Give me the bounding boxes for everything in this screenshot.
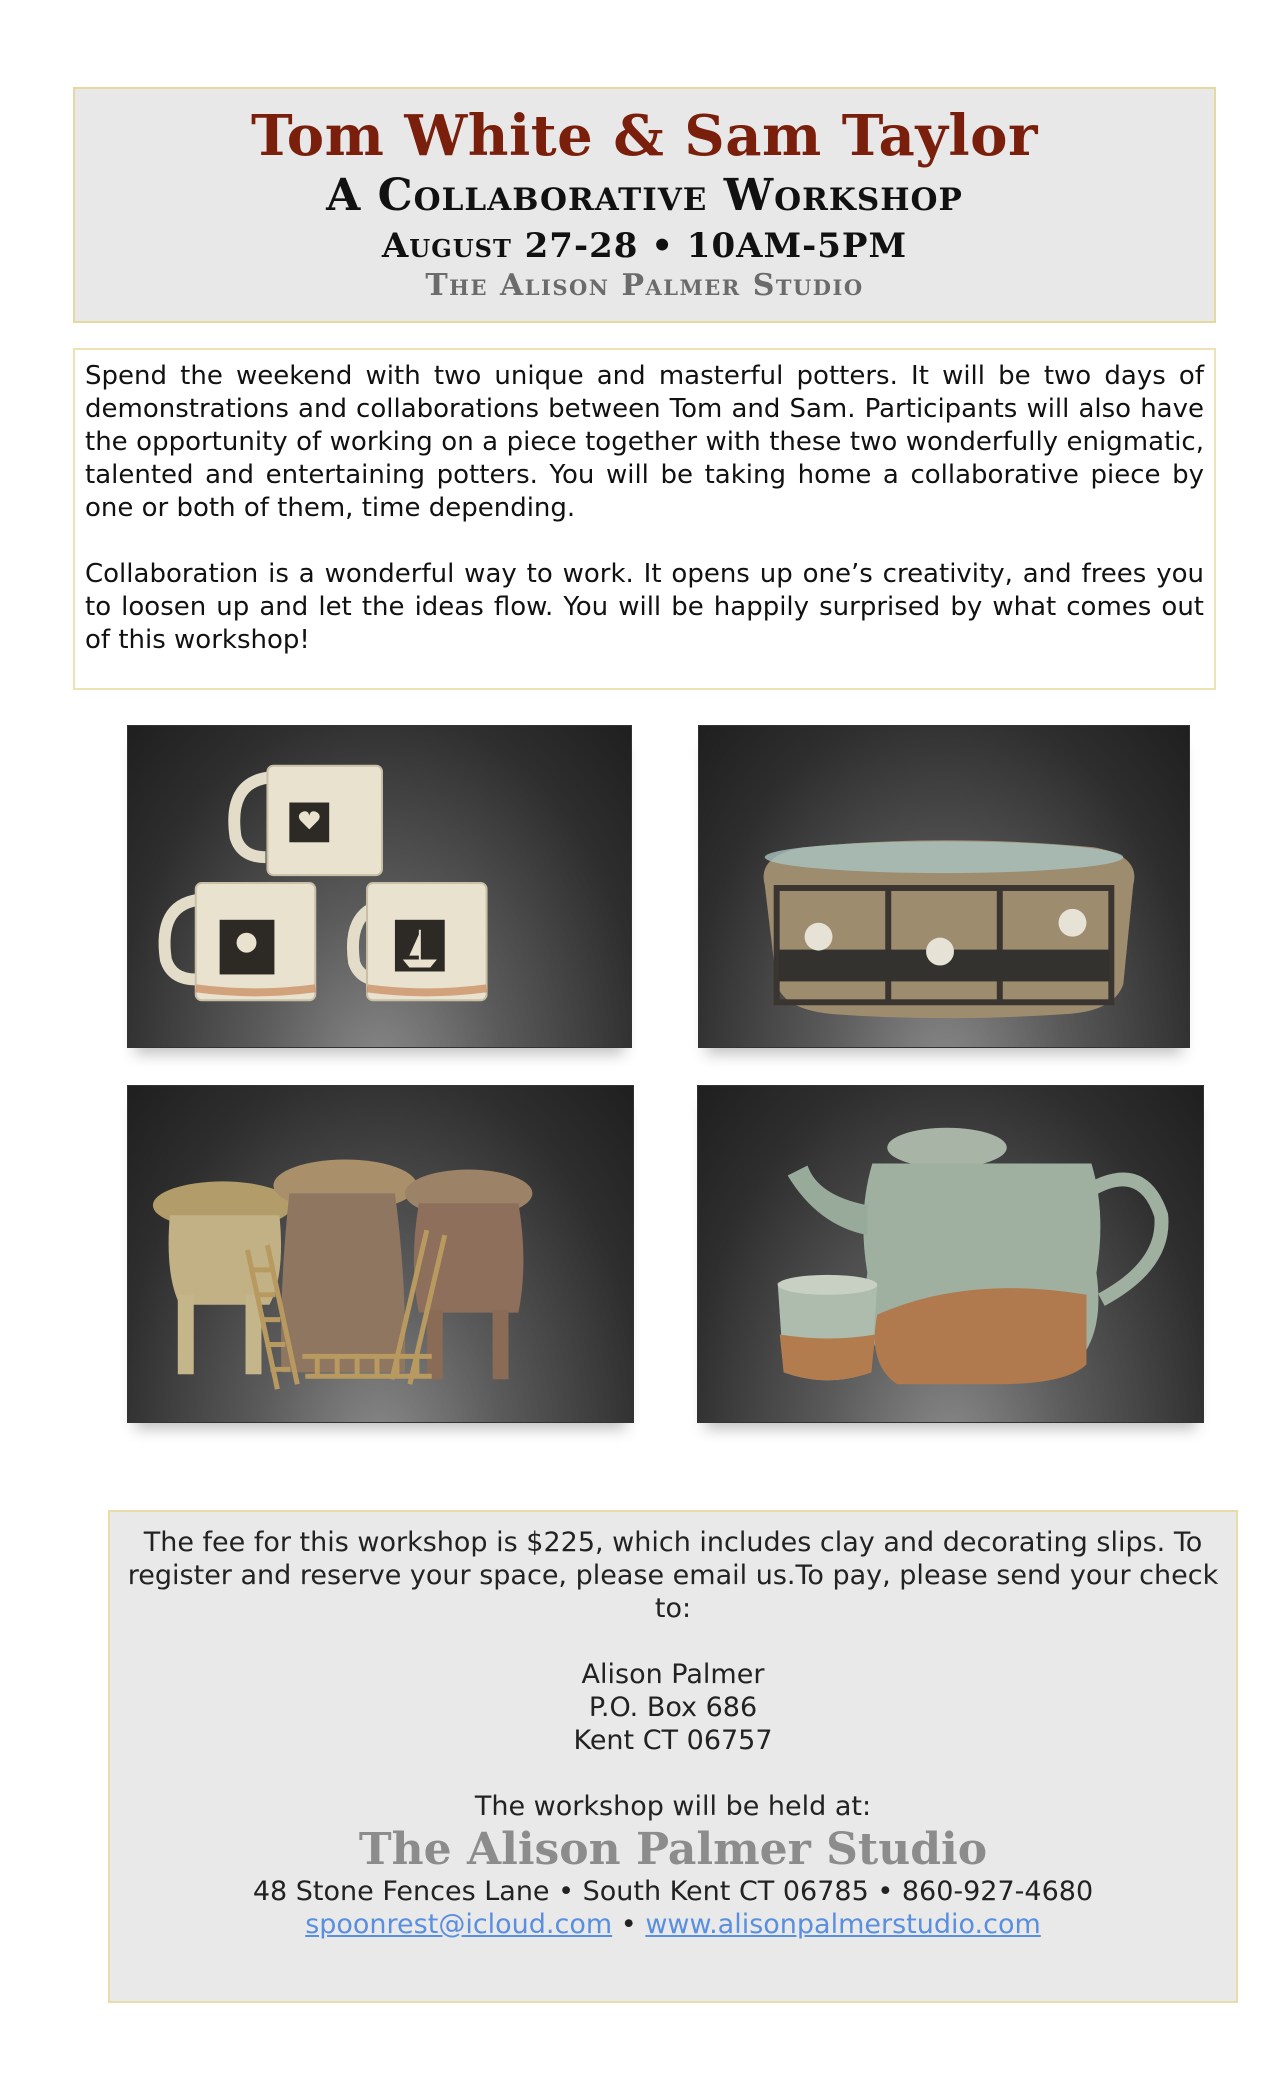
address-name: Alison Palmer (581, 1659, 765, 1690)
huts-with-ladders-photo (127, 1085, 634, 1423)
teapot-and-cup-photo (697, 1085, 1204, 1423)
fee-box (108, 1510, 1238, 2003)
description-box (73, 348, 1216, 690)
link-separator: • (620, 1909, 637, 1940)
header-box (73, 87, 1216, 323)
address-box: P.O. Box 686 (588, 1692, 758, 1723)
fee-text: The fee for this workshop is $225, which includes clay and decorating slips. To register and reserve your space, please email us.To pay, please send your check to: (127, 1527, 1219, 1624)
studio-name: The Alison Palmer Studio (358, 1824, 988, 1875)
workshop-subtitle: A Collaborative Workshop (326, 170, 963, 221)
contact-links (124, 1908, 1222, 1941)
workshop-venue: The Alison Palmer Studio (425, 268, 864, 303)
description-paragraph: Collaboration is a wonderful way to work. It opens up one’s creativity, and frees you to loosen up and let the ideas flow. You will be happily surprised by what comes out of this workshop! (85, 559, 1204, 655)
oval-vase-photo (698, 725, 1190, 1048)
mugs-photo (127, 725, 632, 1048)
held-at-text: The workshop will be held at: (474, 1791, 872, 1822)
address-city: Kent CT 06757 (573, 1725, 773, 1756)
studio-address: 48 Stone Fences Lane • South Kent CT 06785 • 860-927-4680 (252, 1876, 1094, 1907)
website-link[interactable]: www.alisonpalmerstudio.com (645, 1909, 1041, 1940)
email-link[interactable]: spoonrest@icloud.com (305, 1909, 613, 1940)
workshop-date: August 27-28 • 10AM-5PM (381, 226, 908, 266)
description-paragraph: Spend the weekend with two unique and masterful potters. It will be two days of demonstrations and collaborations between Tom and Sam. Participants will also have the opportunity of working on a piece together with these two wonderfully enigmatic, talented and entertaining potters. You will be taking home a collaborative piece by one or both of them, time depending. (85, 361, 1204, 523)
page-title: Tom White & Sam Taylor (250, 103, 1038, 169)
